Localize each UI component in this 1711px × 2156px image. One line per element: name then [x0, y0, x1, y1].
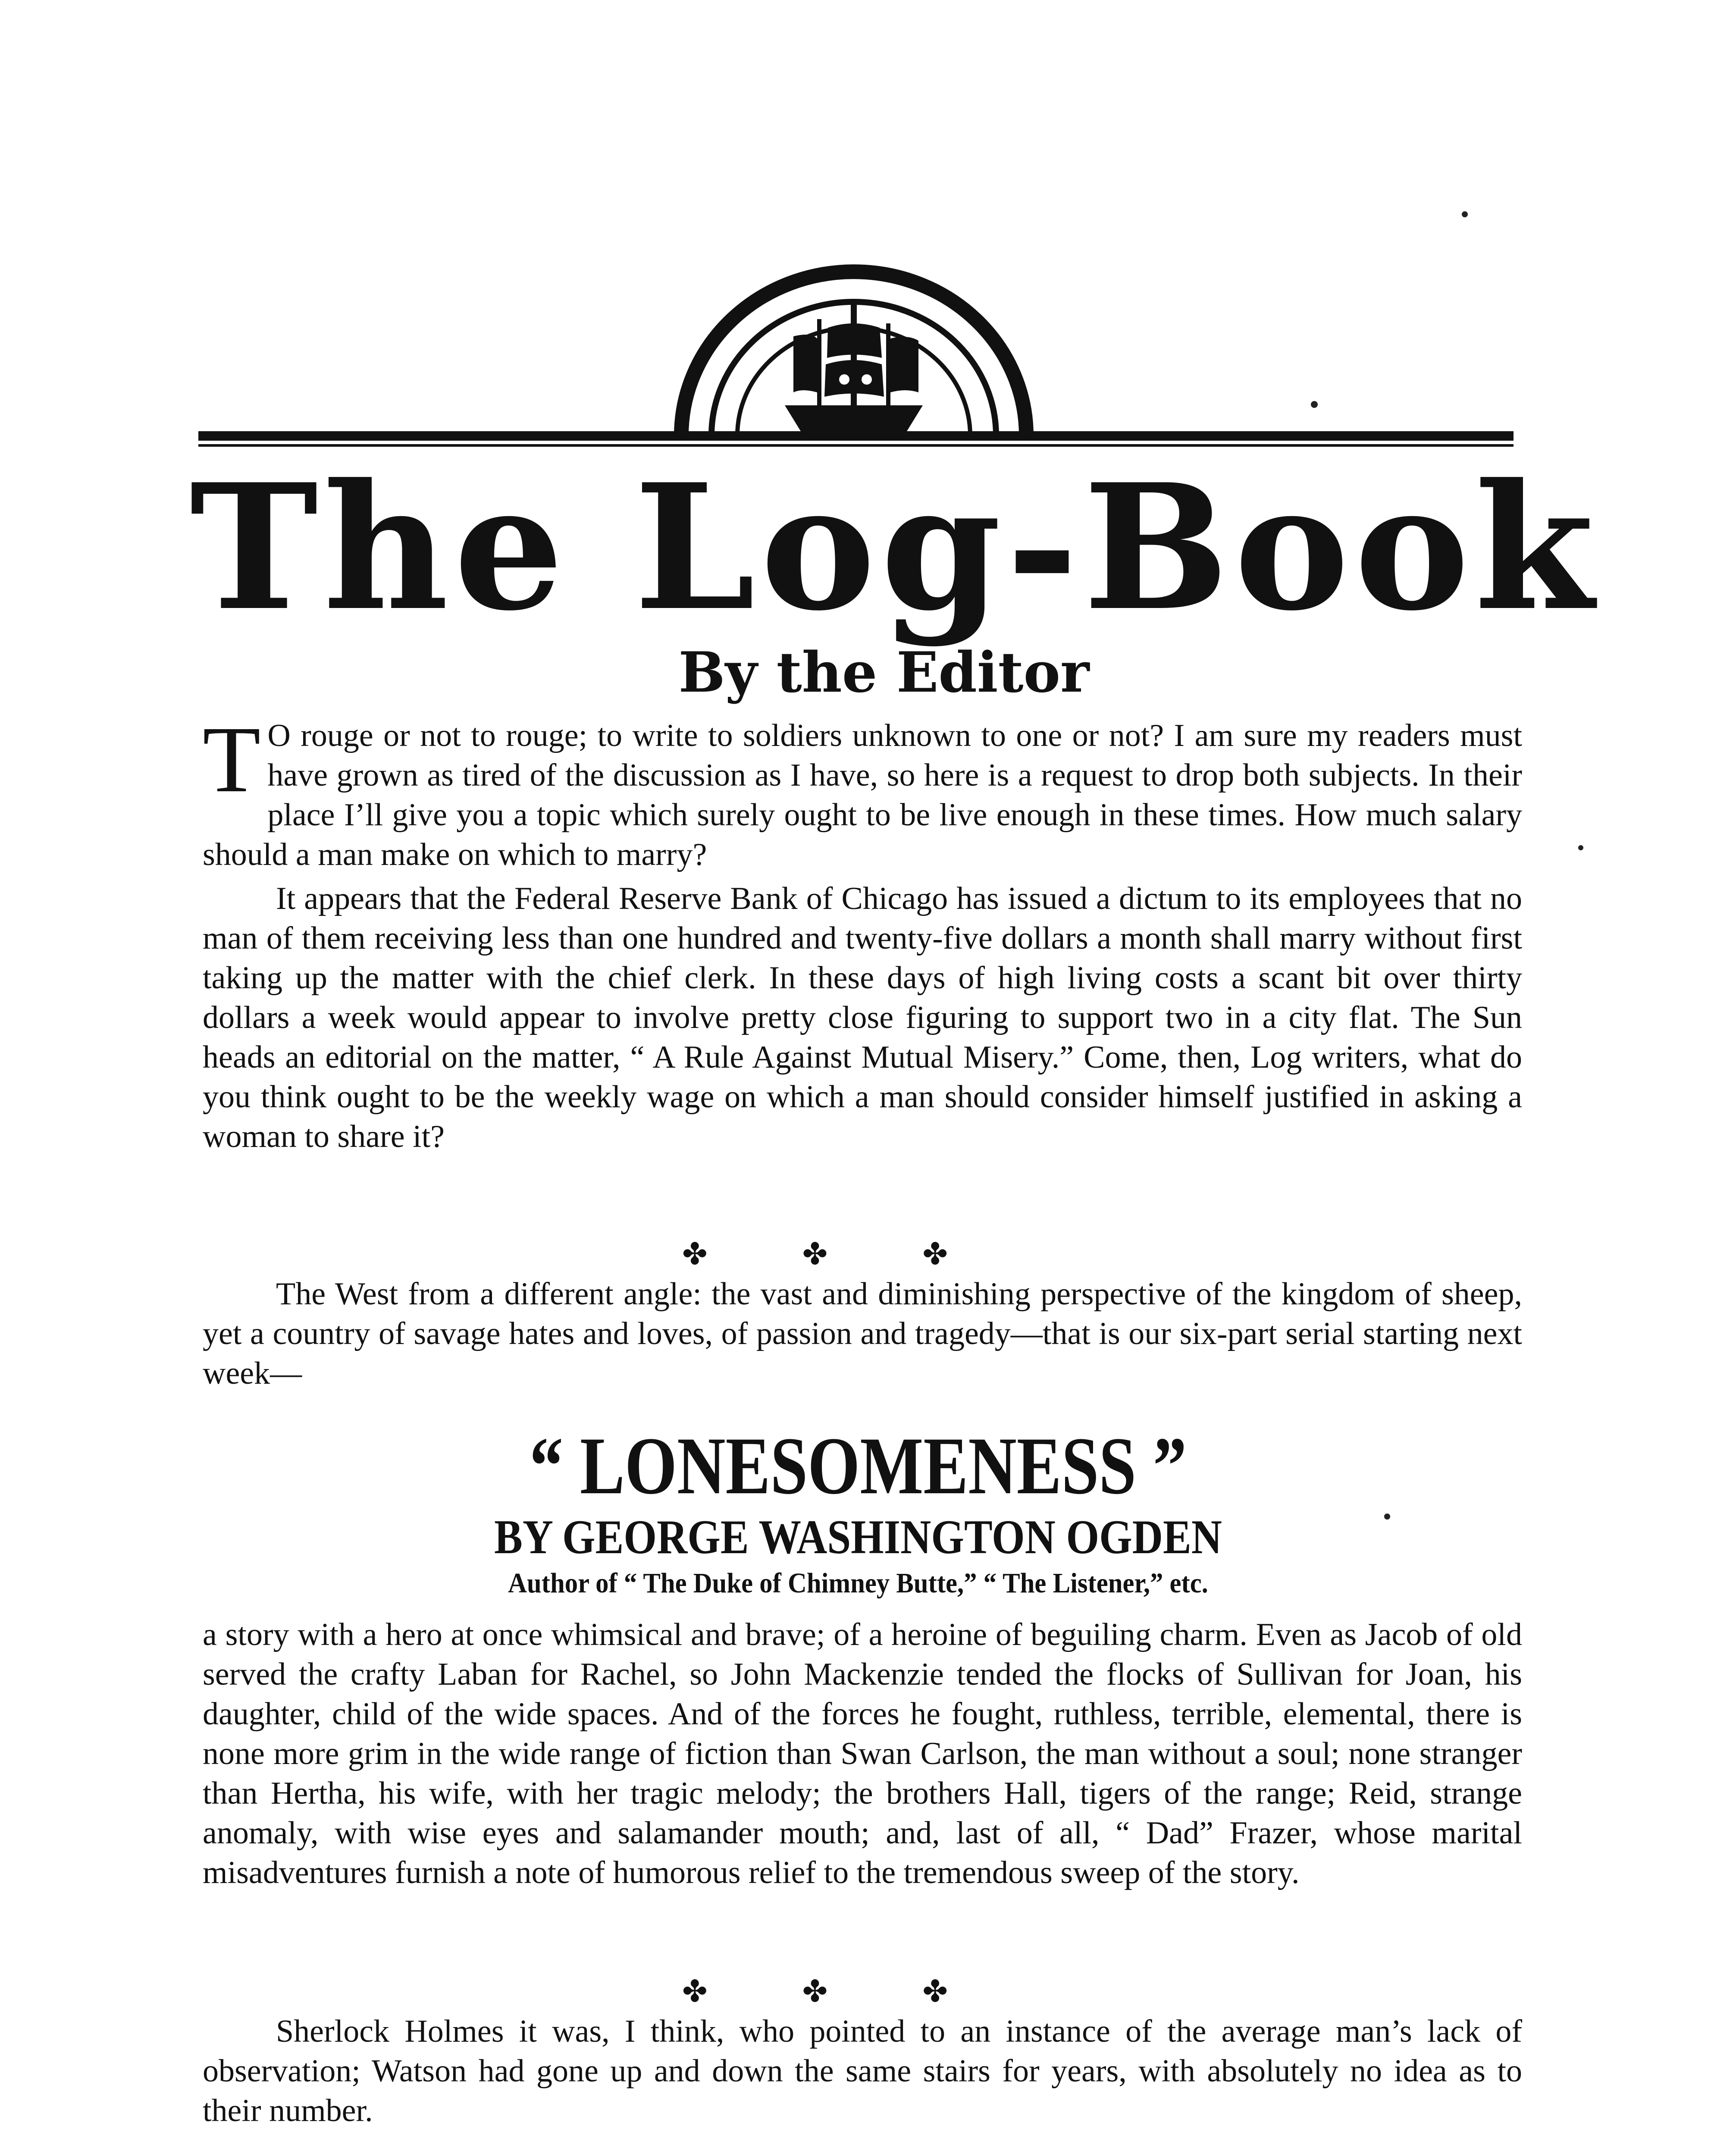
- article-intro: [203, 707, 1522, 1156]
- story-title-lonesomeness: “ LONESOMENESS ”: [530, 1421, 1187, 1511]
- story-credits-ogden: Author of “ The Duke of Chimney Butte,” “ The Listener,” etc.: [508, 1567, 1208, 1599]
- masthead-rule: [198, 431, 1514, 441]
- paragraph-3: The West from a different angle: the vast and diminishing perspective of the kingdom of sheep, yet a country of savage hates and loves, of passion and tragedy—that is our six-part serial starting next week—: [203, 1276, 1522, 1391]
- clover-ornament-icon: ✤✤✤: [682, 1975, 1043, 2009]
- paragraph-5: Sherlock Holmes it was, I think, who pointed to an instance of the average man’s lack of observation; Watson had gone up and down the same stairs for years, with absolutely no idea as to their number.: [203, 2014, 1522, 2128]
- byline: By the Editor: [678, 640, 1090, 705]
- page-title: The Log-Book: [190, 446, 1599, 649]
- sailing-ship-icon: [664, 263, 1044, 453]
- clover-ornament-icon: ✤✤✤: [682, 1238, 1043, 1271]
- paragraph-2: It appears that the Federal Reserve Bank of Chicago has issued a dictum to its employees that no man of them receiving less than one hundred and twenty-five dollars a month shall marry without first taking up the matter with the chief clerk. In these days of high living costs a scant bit over thirty dollars a week would appear to involve pretty close figuring to support two in a city flat. The Sun heads an editorial on the matter, “ A Rule Against Mutual Misery.” Come, then, Log writers, what do you think ought to be the weekly wage on which a man should consider himself justified in asking a woman to share it?: [203, 881, 1522, 1154]
- paragraph-4: a story with a hero at once whimsical and brave; of a heroine of beguiling charm. Even as Jacob of old served the crafty Laban for Rachel, so John Mackenzie tended the flocks of Sullivan for Joan, his daughter, child of the wide spaces. And of the forces he fought, ruthless, terrible, elemental, there is none more grim in the wide range of fiction than Swan Carlson, the man without a soul; none stranger than Hertha, his wife, with her tragic melody; the brothers Hall, tigers of the range; Reid, strange anomaly, with wise eyes and salamander mouth; and, last of all, “ Dad” Frazer, whose marital misadventures furnish a note of humorous relief to the tremendous sweep of the story.: [203, 1617, 1522, 1890]
- story-author-ogden: BY GEORGE WASHINGTON OGDEN: [494, 1510, 1222, 1564]
- drop-cap: T: [203, 707, 261, 812]
- paragraph-1-text: O rouge or not to rouge; to write to soldiers unknown to one or not? I am sure my readers must have grown as tired of the discussion as I have, so here is a request to drop both subjects. In their place I’ll give you a topic which surely ought to be live enough in these times. How much salary should a man make on which to marry?: [203, 718, 1522, 872]
- paragraph-1: [203, 707, 1522, 874]
